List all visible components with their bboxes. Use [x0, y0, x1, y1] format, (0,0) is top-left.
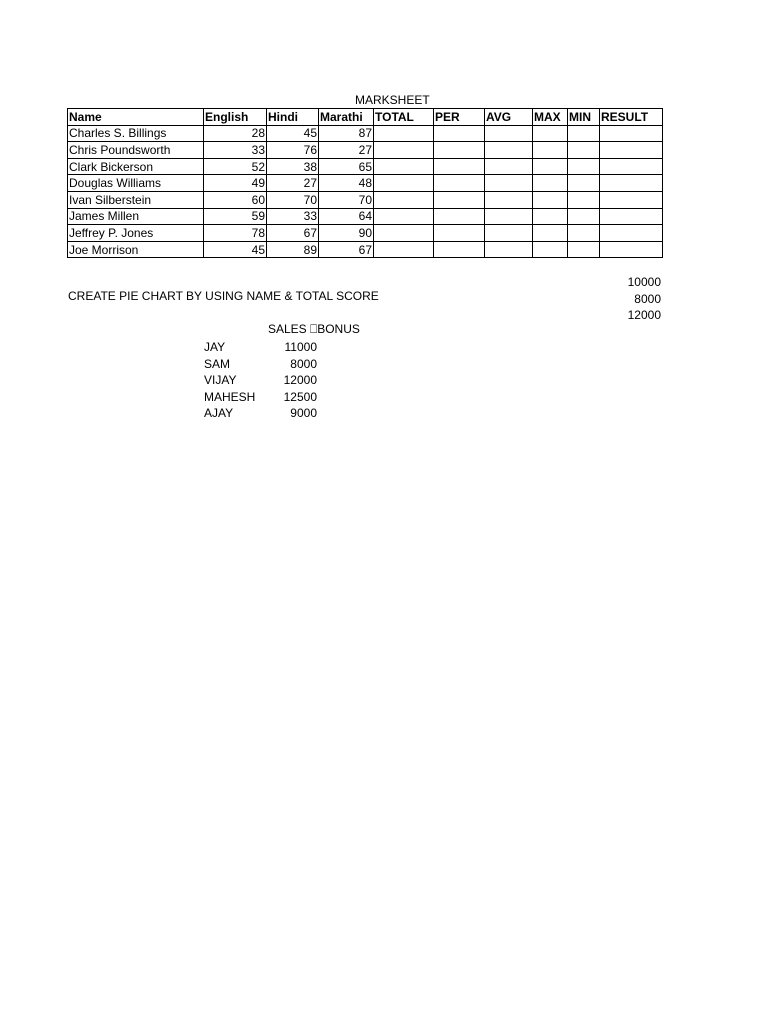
- total-cell[interactable]: [374, 241, 434, 258]
- salesperson-name-cell[interactable]: MAHESH: [204, 389, 256, 404]
- avg-cell[interactable]: [485, 208, 533, 225]
- total-cell[interactable]: [374, 175, 434, 192]
- result-cell[interactable]: [600, 208, 663, 225]
- column-header-total[interactable]: TOTAL: [374, 109, 434, 126]
- avg-cell[interactable]: [485, 241, 533, 258]
- english-score-cell[interactable]: 52: [204, 158, 267, 175]
- pie-chart-instruction: CREATE PIE CHART BY USING NAME & TOTAL SCORE: [68, 289, 379, 303]
- student-name-cell[interactable]: Jeffrey P. Jones: [68, 225, 204, 242]
- result-cell[interactable]: [600, 225, 663, 242]
- column-header-hindi[interactable]: Hindi: [267, 109, 319, 126]
- total-cell[interactable]: [374, 142, 434, 159]
- marathi-score-cell[interactable]: 67: [319, 241, 374, 258]
- marksheet-table: [67, 108, 663, 258]
- hindi-score-cell[interactable]: 67: [267, 225, 319, 242]
- table-row: [68, 208, 663, 225]
- sales-value-cell[interactable]: 9000: [290, 406, 317, 420]
- sales-row: [204, 372, 317, 389]
- sales-value-cell[interactable]: 12500: [283, 389, 317, 404]
- total-cell[interactable]: [374, 225, 434, 242]
- avg-cell[interactable]: [485, 175, 533, 192]
- sales-value-cell[interactable]: 8000: [290, 356, 317, 371]
- column-header-max[interactable]: MAX: [533, 109, 568, 126]
- min-cell[interactable]: [568, 225, 600, 242]
- hindi-score-cell[interactable]: 45: [267, 125, 319, 142]
- hindi-score-cell[interactable]: 38: [267, 158, 319, 175]
- min-cell[interactable]: [568, 191, 600, 208]
- side-value-cell[interactable]: 8000: [634, 291, 661, 306]
- per-cell[interactable]: [434, 208, 485, 225]
- marathi-score-cell[interactable]: 70: [319, 191, 374, 208]
- table-row: [68, 225, 663, 242]
- table-row: [68, 142, 663, 159]
- result-cell[interactable]: [600, 158, 663, 175]
- student-name-cell[interactable]: Charles S. Billings: [68, 125, 204, 142]
- total-cell[interactable]: [374, 191, 434, 208]
- max-cell[interactable]: [533, 208, 568, 225]
- max-cell[interactable]: [533, 175, 568, 192]
- marathi-score-cell[interactable]: 48: [319, 175, 374, 192]
- sales-row: [204, 389, 317, 406]
- per-cell[interactable]: [434, 125, 485, 142]
- avg-cell[interactable]: [485, 191, 533, 208]
- per-cell[interactable]: [434, 175, 485, 192]
- hindi-score-cell[interactable]: 70: [267, 191, 319, 208]
- student-name-cell[interactable]: Clark Bickerson: [68, 158, 204, 175]
- per-cell[interactable]: [434, 142, 485, 159]
- side-value-cell[interactable]: 10000: [627, 275, 661, 289]
- max-cell[interactable]: [533, 158, 568, 175]
- total-cell[interactable]: [374, 208, 434, 225]
- avg-cell[interactable]: [485, 142, 533, 159]
- english-score-cell[interactable]: 28: [204, 125, 267, 142]
- student-name-cell[interactable]: James Millen: [68, 208, 204, 225]
- header-row: [68, 109, 663, 126]
- min-cell[interactable]: [568, 158, 600, 175]
- max-cell[interactable]: [533, 241, 568, 258]
- result-cell[interactable]: [600, 142, 663, 159]
- english-score-cell[interactable]: 59: [204, 208, 267, 225]
- per-cell[interactable]: [434, 158, 485, 175]
- avg-cell[interactable]: [485, 125, 533, 142]
- result-cell[interactable]: [600, 241, 663, 258]
- min-cell[interactable]: [568, 142, 600, 159]
- salesperson-name-cell[interactable]: VIJAY: [204, 373, 237, 387]
- hindi-score-cell[interactable]: 33: [267, 208, 319, 225]
- max-cell[interactable]: [533, 125, 568, 142]
- english-score-cell[interactable]: 60: [204, 191, 267, 208]
- avg-cell[interactable]: [485, 158, 533, 175]
- min-cell[interactable]: [568, 208, 600, 225]
- marathi-score-cell[interactable]: 90: [319, 225, 374, 242]
- total-cell[interactable]: [374, 125, 434, 142]
- max-cell[interactable]: [533, 225, 568, 242]
- sales-value-cell[interactable]: 11000: [284, 340, 317, 354]
- result-cell[interactable]: [600, 125, 663, 142]
- table-row: [68, 158, 663, 175]
- sales-bonus-header: SALES ⎕BONUS: [268, 322, 360, 336]
- sales-value-cell[interactable]: 12000: [283, 373, 317, 387]
- sales-row: [204, 405, 317, 422]
- salesperson-name-cell[interactable]: SAM: [204, 356, 231, 371]
- english-score-cell[interactable]: 33: [204, 142, 267, 159]
- table-row: [68, 125, 663, 142]
- column-header-english[interactable]: English: [204, 109, 267, 126]
- student-name-cell[interactable]: Chris Poundsworth: [68, 142, 204, 159]
- per-cell[interactable]: [434, 191, 485, 208]
- student-name-cell[interactable]: Joe Morrison: [68, 241, 204, 258]
- result-cell[interactable]: [600, 175, 663, 192]
- marathi-score-cell[interactable]: 64: [319, 208, 374, 225]
- per-cell[interactable]: [434, 241, 485, 258]
- min-cell[interactable]: [568, 175, 600, 192]
- column-header-min[interactable]: MIN: [568, 109, 600, 126]
- column-header-marathi[interactable]: Marathi: [319, 109, 374, 126]
- column-header-result[interactable]: RESULT: [600, 109, 663, 126]
- total-cell[interactable]: [374, 158, 434, 175]
- hindi-score-cell[interactable]: 27: [267, 175, 319, 192]
- side-values-column: [600, 274, 661, 324]
- student-name-cell[interactable]: Ivan Silberstein: [68, 191, 204, 208]
- min-cell[interactable]: [568, 125, 600, 142]
- side-value-cell[interactable]: 12000: [627, 308, 661, 322]
- student-name-cell[interactable]: Douglas Williams: [68, 175, 204, 192]
- result-cell[interactable]: [600, 191, 663, 208]
- marathi-score-cell[interactable]: 65: [319, 158, 374, 175]
- per-cell[interactable]: [434, 225, 485, 242]
- column-header-avg[interactable]: AVG: [485, 109, 533, 126]
- salesperson-name-cell[interactable]: AJAY: [204, 406, 234, 420]
- english-score-cell[interactable]: 78: [204, 225, 267, 242]
- column-header-name[interactable]: Name: [68, 109, 204, 126]
- max-cell[interactable]: [533, 191, 568, 208]
- english-score-cell[interactable]: 45: [204, 241, 267, 258]
- sales-row: [204, 339, 317, 356]
- max-cell[interactable]: [533, 142, 568, 159]
- hindi-score-cell[interactable]: 76: [267, 142, 319, 159]
- hindi-score-cell[interactable]: 89: [267, 241, 319, 258]
- table-row: [68, 191, 663, 208]
- sales-row: [204, 356, 317, 373]
- table-row: [68, 175, 663, 192]
- column-header-per[interactable]: PER: [434, 109, 485, 126]
- min-cell[interactable]: [568, 241, 600, 258]
- marksheet-title: MARKSHEET: [355, 93, 430, 107]
- salesperson-name-cell[interactable]: JAY: [204, 340, 226, 354]
- table-row: [68, 241, 663, 258]
- marathi-score-cell[interactable]: 87: [319, 125, 374, 142]
- avg-cell[interactable]: [485, 225, 533, 242]
- marathi-score-cell[interactable]: 27: [319, 142, 374, 159]
- english-score-cell[interactable]: 49: [204, 175, 267, 192]
